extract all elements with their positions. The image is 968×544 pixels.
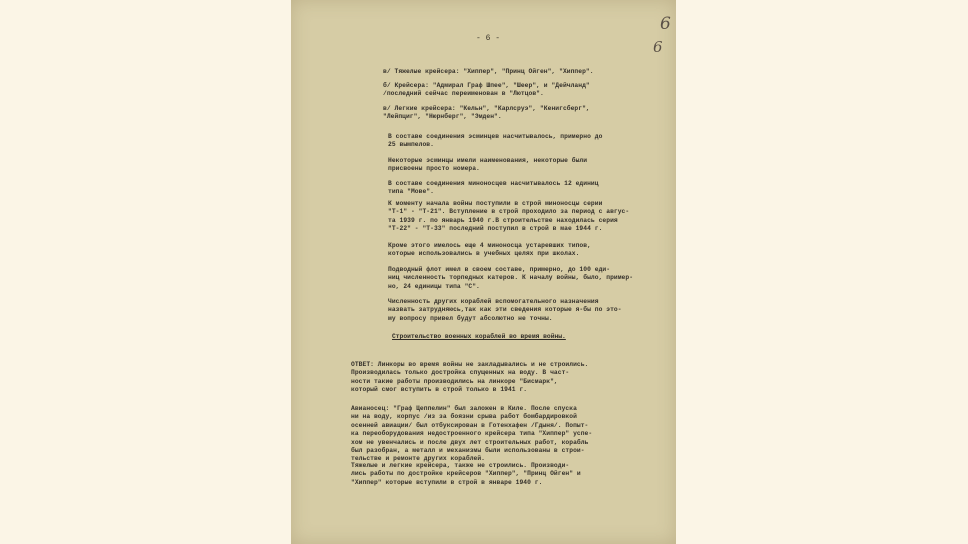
text-line: осенней авиации/ был отбуксирован в Готенхафен /Гдыня/. Попыт- [351,421,589,429]
text-line: /последний сейчас переименован в "Лютцов". [383,90,544,98]
text-line: В составе соединения эсминцев насчитывалось, примерно до [388,133,603,140]
paragraph-cruisers-wartime [351,462,581,487]
text-line: ка переоборудования недостроенного крейсера типа "Хиппер" успе- [351,430,593,438]
paragraph-old-torpedo-boats [388,242,591,259]
text-line: но, 24 единицы типа "С". [388,282,480,290]
text-line: Численность других кораблей вспомогательного назначения [388,298,599,305]
text-line: хом не увенчались и после двух лет строительных работ, корабль [351,438,589,446]
text-line: присвоены просто номера. [388,165,480,173]
paragraph-destroyers-count [388,133,602,150]
text-line: ниц численность торпедных катеров. К началу войны, было, пример- [388,274,634,282]
page-number: - 6 - [476,34,501,43]
text-line: В составе соединения миноносцев насчитывалось 12 единиц [388,180,599,187]
text-line: типа "Мове". [388,188,434,196]
paragraph-submarines [388,266,633,291]
answer-block [351,361,588,395]
text-line: "Хиппер" которые вступили в строй в январе 1940 г. [351,478,543,486]
text-line: б/ Крейсера: "Адмирал Граф Шпее", "Шеер", и "Дейчланд" [383,82,590,89]
paragraph-heavy-cruisers [383,68,594,76]
paragraph-light-cruisers [383,105,590,122]
text-line: Некоторые эсминцы имели наименования, некоторые были [388,157,588,164]
text-line: К моменту начала войны поступили в строй миноносцы серии [388,200,603,207]
text-line: лись работы по достройке крейсеров "Хиппер", "Принц Ойген" и [351,470,581,478]
text-line: ности такие работы производились на линкоре "Бисмарк", [351,377,558,385]
text-line: тельстве и ремонте других кораблей. [351,455,486,463]
paragraph-torpedo-series [388,200,629,234]
handwritten-page-mark: 6 [660,14,671,34]
text-line: 25 вымпелов. [388,141,434,149]
text-line: Производилась только достройка спущенных на воду. В част- [351,369,570,377]
text-line: назвать затрудняюсь,так как эти сведения которые я-бы по это- [388,306,622,314]
text-line: которые использовались в учебных целях при школах. [388,250,580,258]
text-line: та 1939 г. по январь 1940 г.В строительстве находилась серия [388,216,618,224]
paragraph-aircraft-carrier [351,405,592,464]
section-heading: Строительство военных кораблей во время войны. [392,333,566,340]
handwritten-page-mark: 6 [653,38,663,56]
text-line: "Лейпциг", "Нюрнберг", "Эмден". [383,113,502,121]
text-line: "Т-1" - "Т-21". Вступление в строй проходило за период с авгус- [388,208,630,216]
text-line: был разобран, а металл и механизмы были использованы в строи- [351,447,585,455]
text-line: Кроме этого имелось еще 4 миноносца устаревших типов, [388,242,591,249]
text-line: Подводный флот имел в своем составе, примерно, до 100 еди- [388,266,611,273]
text-line: в/ Тяжелые крейсера: "Хиппер", "Принц Ойген", "Хиппер". [383,68,594,75]
text-line: му вопросу привел будут абсолютно не точны. [388,314,553,322]
paragraph-cruisers [383,82,590,99]
text-line: ОТВЕТ: Линкоры во время войны не закладывались и не строились. [351,361,589,368]
paragraph-torpedo-boats [388,180,599,197]
document-page [291,0,676,544]
paragraph-auxiliary-ships [388,298,622,323]
text-line: ни на воду, корпус /из за боязни срыва работ бомбардировкой [351,413,577,421]
text-line: Авианосец: "Граф Цеппелин" был заложен в Киле. После спуска [351,405,577,412]
text-line: который смог вступить в строй только в 1941 г. [351,386,528,394]
text-line: "Т-22" - "Т-33" последний поступил в строй в мае 1944 г. [388,225,603,233]
text-line: Тяжелые и легкие крейсера, также не строились. Производи- [351,462,570,469]
paragraph-destroyer-names [388,157,587,174]
text-line: в/ Легкие крейсера: "Кельн", "Карлсруэ", "Кенигсберг", [383,105,590,112]
